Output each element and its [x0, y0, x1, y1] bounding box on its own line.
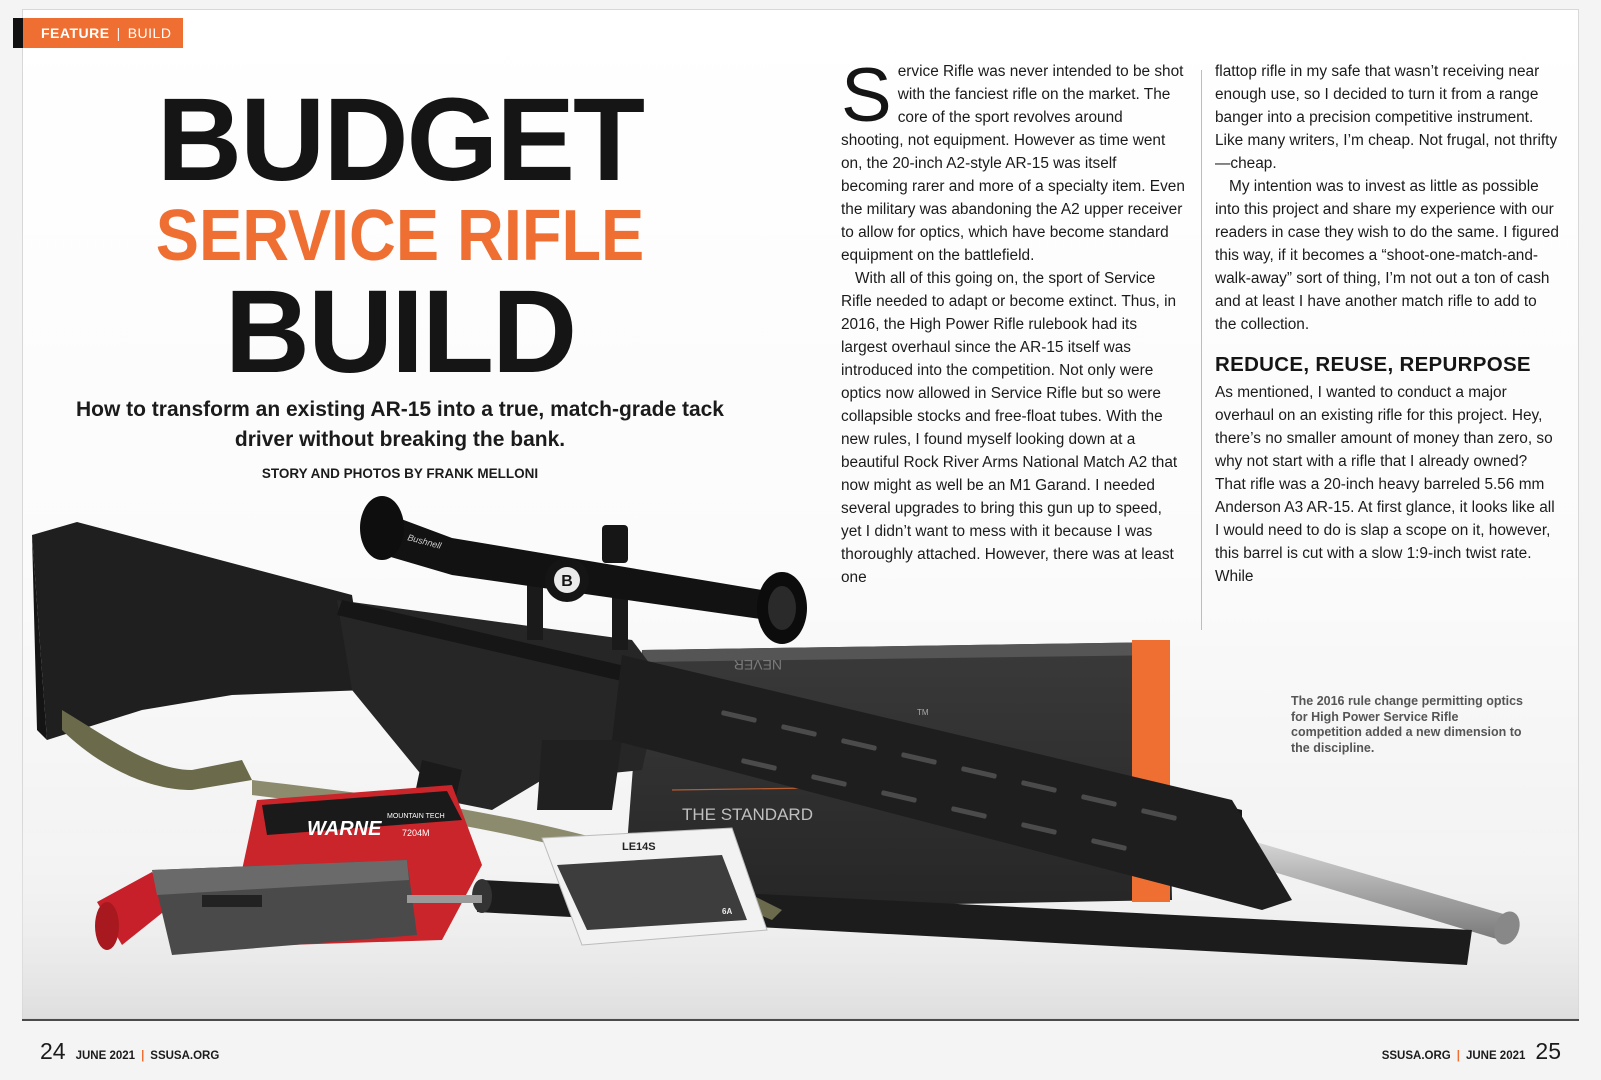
- warne-sub: MOUNTAIN TECH: [387, 813, 445, 820]
- folio-separator-right: |: [1456, 1050, 1460, 1062]
- headline-line-3: BUILD: [224, 266, 576, 398]
- drop-cap: S: [841, 53, 892, 138]
- folio-left: [40, 1038, 219, 1065]
- site-name-left: SSUSA.ORG: [150, 1050, 220, 1062]
- footer-rule: [22, 1019, 1579, 1021]
- leaflet-title: LE14S: [622, 841, 656, 853]
- box-label: THE STANDARD: [682, 805, 813, 824]
- folio-separator-left: |: [141, 1050, 145, 1062]
- byline: STORY AND PHOTOS BY FRANK MELLONI: [261, 466, 539, 481]
- headline-line-1: BUDGET: [156, 74, 644, 206]
- body-paragraph: As mentioned, I wanted to conduct a major overhaul on an existing rifle for this project. Hey, there’s no smaller amount of money than zero, so why not start with a rifle that I already owned? That rifle was a 20-inch heavy barreled 5.56 mm Anderson A3 AR-15. At first glance, it looks like all I would need to do is slap a scope on it, however, this barrel is cut with a slow 1:9-inch twist rate. While: [1215, 384, 1555, 585]
- warne-model: 7204M: [402, 828, 430, 838]
- page-number-right: 25: [1535, 1038, 1561, 1064]
- scope-logo: B: [561, 573, 573, 590]
- issue-date-right: JUNE 2021: [1465, 1050, 1526, 1062]
- section-separator: |: [116, 25, 121, 41]
- section-label: FEATURE: [41, 25, 110, 41]
- body-paragraph: [841, 53, 1185, 267]
- box-reversed-text: NEVER: [733, 657, 782, 673]
- paragraph-text: ervice Rifle was never intended to be shot with the fanciest rifle on the market. The core of the sport revolves around shooting, not equipment. However as time went on, the 20-inch A2-style AR-15 was itself becoming rarer and more of a specialty item. Even the military was abandoning the A2 upper receiver to allow for optics, which have become standard equipment on the battlefield.: [841, 63, 1185, 264]
- headline-line-2: SERVICE RIFLE: [155, 196, 645, 276]
- leaflet: [542, 828, 767, 945]
- warne-brand: WARNE: [307, 818, 382, 840]
- body-paragraph: My intention was to invest as little as possible into this project and share my experience with our readers in case they wish to do the same. I figured this way, if it becomes a “shoot-one-match-and-walk-away” sort of thing, I’m not out a ton of cash and at least I have another match rifle to add to the collection.: [1215, 178, 1559, 333]
- leaflet-mark: 6A: [722, 907, 733, 916]
- body-paragraph: With all of this going on, the sport of Service Rifle needed to adapt or become extinct. Thus, in 2016, the High Power Rifle rulebook had its largest overhaul since the AR-15 itself was introduced into the competition. Not only were optics now allowed in Service Rifle but so were collapsible stocks and free-float tubes. With the new rules, I found myself looking down at a beautiful Rock River Arms National Match A2 that now might as well be an M1 Garand. I needed several upgrades to bring this gun up to speed, yet I didn’t want to mess with it because I was thoroughly attached. However, there was at least one: [841, 270, 1178, 586]
- photo-caption: The 2016 rule change permitting optics for High Power Service Rifle competition added a new dimension to the discipline.: [1291, 694, 1524, 755]
- box-trademark: TM: [917, 708, 929, 717]
- deck: How to transform an existing AR-15 into a true, match-grade tack driver without breaking the bank.: [75, 398, 724, 451]
- page-number-left: 24: [40, 1038, 66, 1064]
- scope-brand: Bushnell: [406, 532, 443, 551]
- body-paragraph: flattop rifle in my safe that wasn’t receiving near enough use, so I decided to turn it from a range banger into a precision competitive instrument. Like many writers, I’m cheap. Not frugal, not thrifty—cheap.: [1215, 63, 1558, 172]
- issue-date-left: JUNE 2021: [75, 1050, 136, 1062]
- section-tag: [13, 18, 183, 48]
- subsection-label: BUILD: [127, 25, 172, 41]
- subhead: REDUCE, REUSE, REPURPOSE: [1215, 353, 1531, 376]
- folio-right: [1382, 1038, 1561, 1065]
- site-name-right: SSUSA.ORG: [1381, 1050, 1451, 1062]
